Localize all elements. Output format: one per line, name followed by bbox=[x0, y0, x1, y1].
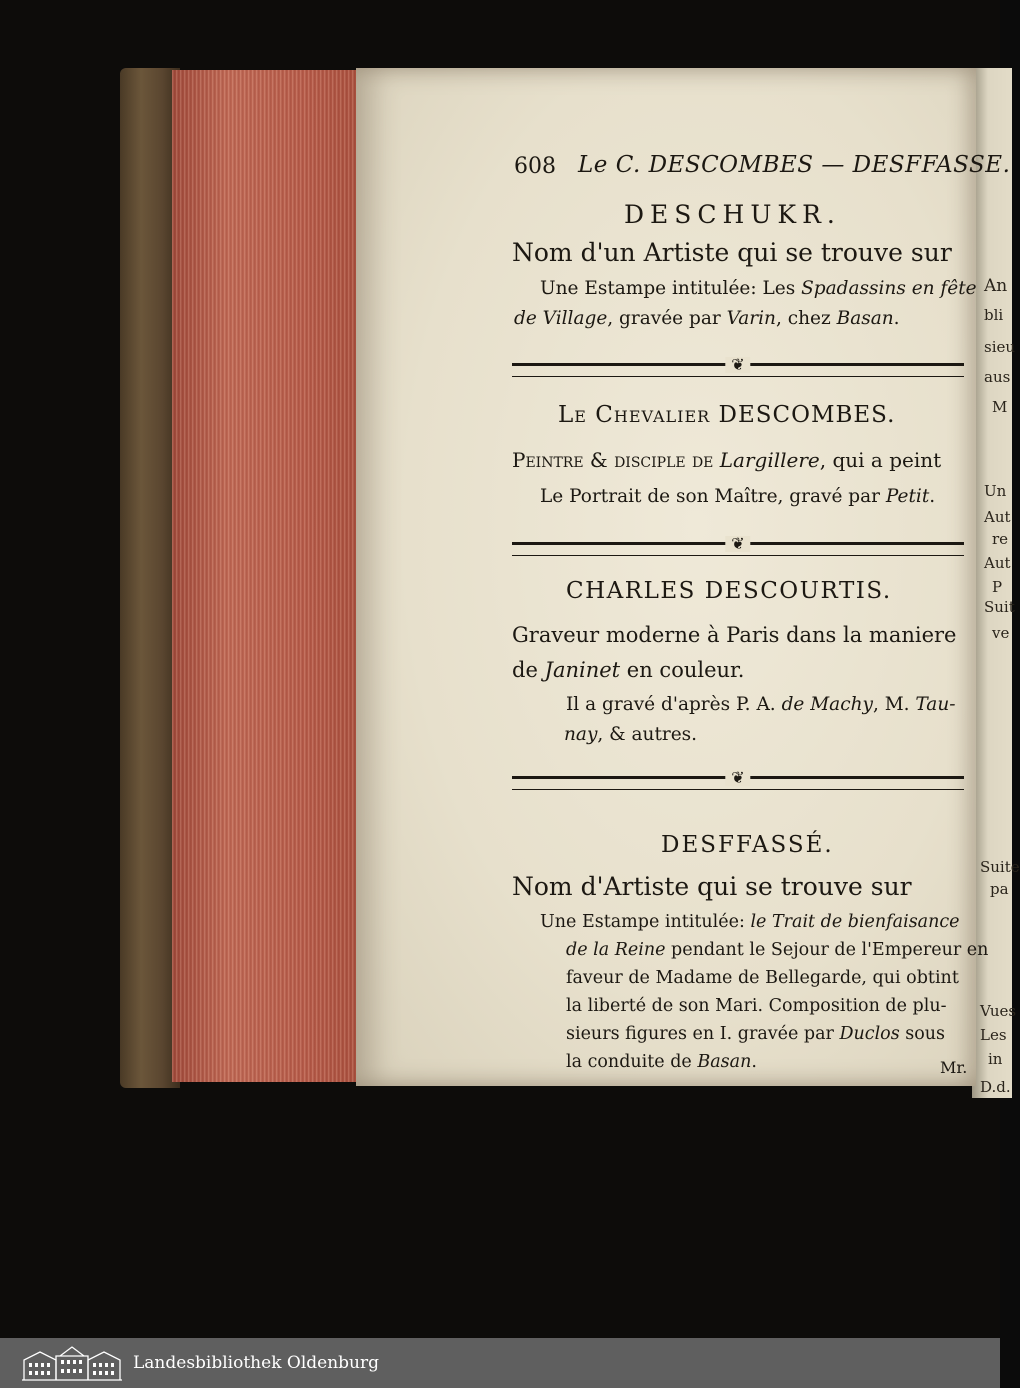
margin-text: An bbox=[984, 276, 1008, 296]
running-head: Le C. DESCOMBES — DESFFASSE. bbox=[578, 152, 1011, 178]
margin-text: Un bbox=[984, 482, 1007, 500]
entry-heading: DESCHUKR. bbox=[624, 200, 841, 229]
ornament-icon: ❦ bbox=[725, 357, 750, 373]
margin-text: ve bbox=[992, 624, 1010, 642]
entry-text: Il a gravé d'après P. A. de Machy, M. Tau- bbox=[566, 694, 956, 715]
entry-text: nay, & autres. bbox=[564, 724, 698, 745]
ornamental-rule bbox=[512, 768, 964, 790]
margin-text: P bbox=[992, 578, 1003, 596]
margin-text: Les bbox=[980, 1026, 1007, 1044]
margin-text: bli bbox=[984, 306, 1004, 324]
entry-heading: CHARLES DESCOURTIS. bbox=[566, 578, 892, 604]
entry-text: la conduite de Basan. bbox=[566, 1052, 757, 1072]
margin-text: in bbox=[988, 1050, 1003, 1068]
entry-text: Le Portrait de son Maître, gravé par Petit. bbox=[540, 486, 936, 507]
entry-text: sieurs figures en I. gravée par Duclos sous bbox=[566, 1024, 946, 1044]
footer-bar bbox=[0, 1338, 1000, 1388]
entry-text: de la Reine pendant le Sejour de l'Empereur en bbox=[566, 940, 989, 960]
entry-lead: Nom d'un Artiste qui se trouve sur bbox=[512, 238, 952, 267]
page-edges bbox=[172, 70, 360, 1082]
ornamental-rule bbox=[512, 534, 964, 556]
library-building-icon bbox=[20, 1344, 124, 1382]
margin-text: aus bbox=[984, 368, 1011, 386]
entry-lead: Nom d'Artiste qui se trouve sur bbox=[512, 872, 912, 901]
entry-text: de Janinet en couleur. bbox=[512, 658, 745, 682]
entry-text: Une Estampe intitulée: Les Spadassins en fête bbox=[540, 278, 977, 299]
catchword: Mr. bbox=[940, 1058, 968, 1077]
page-number: 608 bbox=[514, 154, 556, 179]
ornament-icon: ❦ bbox=[725, 536, 750, 552]
margin-text: M bbox=[992, 398, 1008, 416]
entry-text: de Village, gravée par Varin, chez Basan. bbox=[514, 308, 900, 329]
margin-text: Aut bbox=[984, 554, 1011, 572]
margin-text: pa bbox=[990, 880, 1009, 898]
entry-text: faveur de Madame de Bellegarde, qui obtint bbox=[566, 968, 959, 988]
entry-heading: Le Chevalier DESCOMBES. bbox=[558, 402, 896, 428]
entry-text: la liberté de son Mari. Composition de plu- bbox=[566, 996, 947, 1016]
book-cover bbox=[120, 68, 180, 1088]
margin-text: sieu bbox=[984, 338, 1016, 356]
ornament-icon: ❦ bbox=[725, 770, 750, 786]
margin-text: D.d. bbox=[980, 1078, 1011, 1096]
margin-text: Vues bbox=[980, 1002, 1017, 1020]
library-name: Landesbibliothek Oldenburg bbox=[133, 1353, 380, 1373]
margin-text: re bbox=[992, 530, 1009, 548]
margin-text: Suite bbox=[980, 858, 1020, 876]
entry-text: Une Estampe intitulée: le Trait de bienfaisance bbox=[540, 912, 960, 932]
ornamental-rule bbox=[512, 355, 964, 377]
entry-heading: DESFFASSÉ. bbox=[661, 832, 834, 858]
entry-text: Graveur moderne à Paris dans la maniere bbox=[512, 623, 957, 647]
margin-text: Aut bbox=[984, 508, 1011, 526]
margin-text: Suit bbox=[984, 598, 1015, 616]
entry-text: Peintre & disciple de Largillere, qui a peint bbox=[512, 448, 942, 472]
